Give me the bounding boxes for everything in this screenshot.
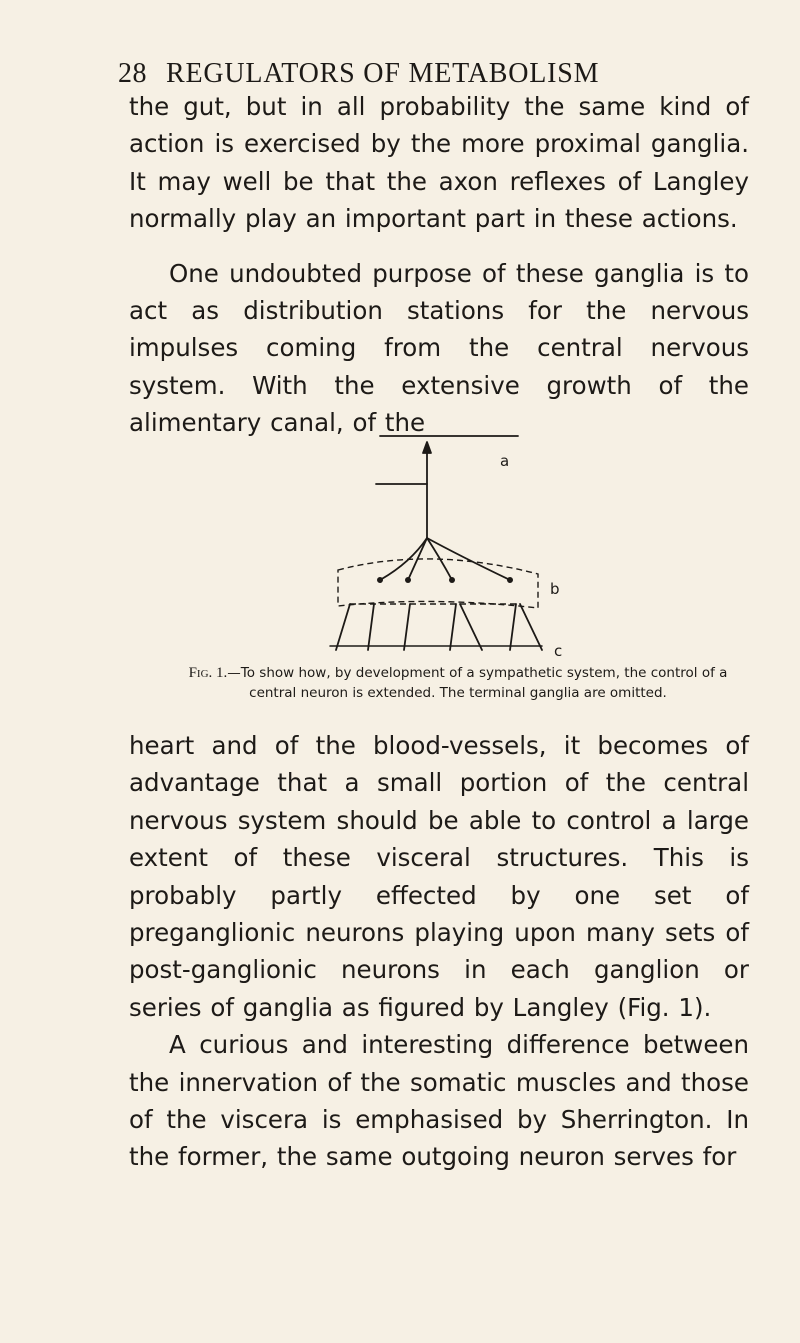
ganglion-cell bbox=[449, 577, 455, 583]
postganglionic-line-1 bbox=[336, 604, 350, 650]
postganglionic-line-6 bbox=[510, 604, 516, 650]
postganglionic-line-4 bbox=[450, 604, 456, 650]
ganglion-cell bbox=[377, 577, 383, 583]
sympathetic-system-diagram bbox=[310, 428, 570, 660]
paragraph-sherrington: A curious and interesting difference between the innervation of the somatic muscles and those of the viscera is emphasised by Sherrington. In the former, the same outgoing neuron serves for bbox=[129, 1030, 749, 1172]
postganglionic-line-3 bbox=[404, 604, 410, 650]
running-title: REGULATORS OF METABOLISM bbox=[166, 58, 600, 89]
label-c: c bbox=[554, 642, 563, 660]
figure-caption bbox=[178, 663, 738, 703]
ganglion-dashed-outline bbox=[338, 559, 538, 608]
ganglion-cell bbox=[405, 577, 411, 583]
postganglionic-line-5 bbox=[460, 604, 482, 650]
postganglionic-line-2 bbox=[368, 604, 374, 650]
paragraph-distribution-stations: One undoubted purpose of these ganglia is to act as distribution stations for the nervous impulses coming from the central nervous system. With the extensive growth of the alimentary canal, of the bbox=[129, 258, 749, 438]
label-a: a bbox=[500, 452, 510, 470]
paragraph-continuation: the gut, but in all probability the same kind of action is exercised by the more proximal ganglia. It may well be that the axon reflexes of Langley normally play an important part in these actions. bbox=[129, 92, 749, 234]
page-number: 28 bbox=[118, 58, 147, 89]
figure-caption-text: —To show how, by development of a sympathetic system, the control of a central neuron is extended. The terminal ganglia are omitted. bbox=[227, 665, 728, 701]
figure-caption-label: Fig. 1. bbox=[188, 665, 228, 681]
text-block-top bbox=[129, 88, 749, 442]
figure-sympathetic-diagram bbox=[310, 428, 570, 660]
paragraph-blood-vessels: heart and of the blood-vessels, it becomes of advantage that a small portion of the central nervous system should be able to control a large extent of these visceral structures. This is probably partly effected by one set of preganglionic neurons playing upon many sets of post-ganglionic neurons in each ganglion or series of ganglia as figured by Langley (Fig. 1). bbox=[129, 731, 749, 1022]
ganglion-cell bbox=[507, 577, 513, 583]
central-neuron-arrow bbox=[423, 442, 431, 453]
postganglionic-line-7 bbox=[520, 604, 542, 650]
text-block-bottom bbox=[129, 727, 749, 1176]
label-b: b bbox=[550, 580, 560, 598]
